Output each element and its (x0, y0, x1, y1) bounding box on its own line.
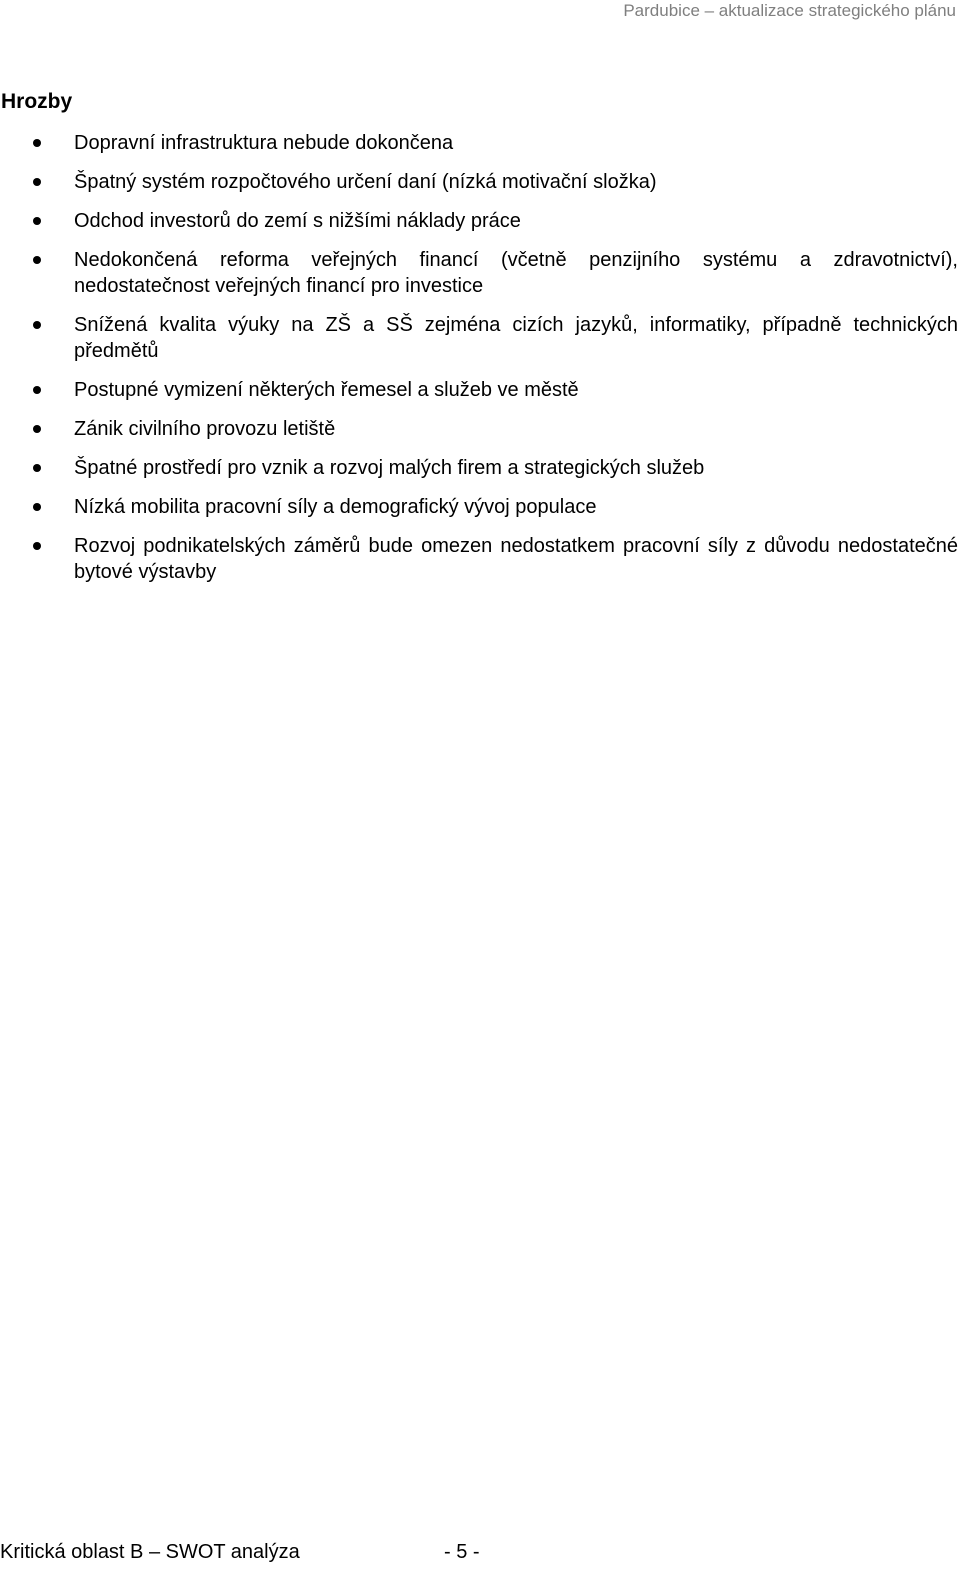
list-item (0, 416, 958, 442)
list-item-text: Špatné prostředí pro vznik a rozvoj malých firem a strategických služeb (74, 457, 705, 479)
list-item (0, 377, 958, 403)
bullet-icon (33, 321, 41, 329)
list-item (0, 494, 958, 520)
list-item (0, 130, 958, 156)
bullet-icon (33, 386, 41, 394)
bullet-icon (33, 256, 41, 264)
threat-list (0, 130, 958, 598)
list-item-text: Snížená kvalita výuky na ZŠ a SŠ zejména cizích jazyků, informatiky, případně technických předmětů (74, 314, 958, 362)
bullet-icon (33, 542, 41, 550)
list-item-text: Nedokončená reforma veřejných financí (včetně penzijního systému a zdravotnictví), nedostatečnost veřejných financí pro investice (74, 249, 958, 297)
list-item-text: Špatný systém rozpočtového určení daní (nízká motivační složka) (74, 171, 657, 193)
list-item-text: Rozvoj podnikatelských záměrů bude omezen nedostatkem pracovní síly z důvodu nedostatečné bytové výstavby (74, 535, 958, 583)
bullet-icon (33, 425, 41, 433)
list-item-text: Postupné vymizení některých řemesel a služeb ve městě (74, 379, 579, 401)
list-item-text: Odchod investorů do zemí s nižšími náklady práce (74, 210, 521, 232)
list-item (0, 455, 958, 481)
bullet-icon (33, 178, 41, 186)
section-title: Hrozby (1, 90, 73, 113)
bullet-icon (33, 139, 41, 147)
bullet-icon (33, 217, 41, 225)
list-item-text: Zánik civilního provozu letiště (74, 418, 336, 440)
list-item (0, 533, 958, 585)
list-item (0, 169, 958, 195)
list-item (0, 312, 958, 364)
running-header: Pardubice – aktualizace strategického plánu (623, 1, 956, 20)
list-item (0, 247, 958, 299)
list-item-text: Nízká mobilita pracovní síly a demografický vývoj populace (74, 496, 597, 518)
bullet-icon (33, 464, 41, 472)
list-item-text: Dopravní infrastruktura nebude dokončena (74, 132, 454, 154)
footer-page-number: - 5 - (444, 1541, 480, 1563)
bullet-icon (33, 503, 41, 511)
footer-section-label: Kritická oblast B – SWOT analýza (0, 1541, 300, 1563)
list-item (0, 208, 958, 234)
